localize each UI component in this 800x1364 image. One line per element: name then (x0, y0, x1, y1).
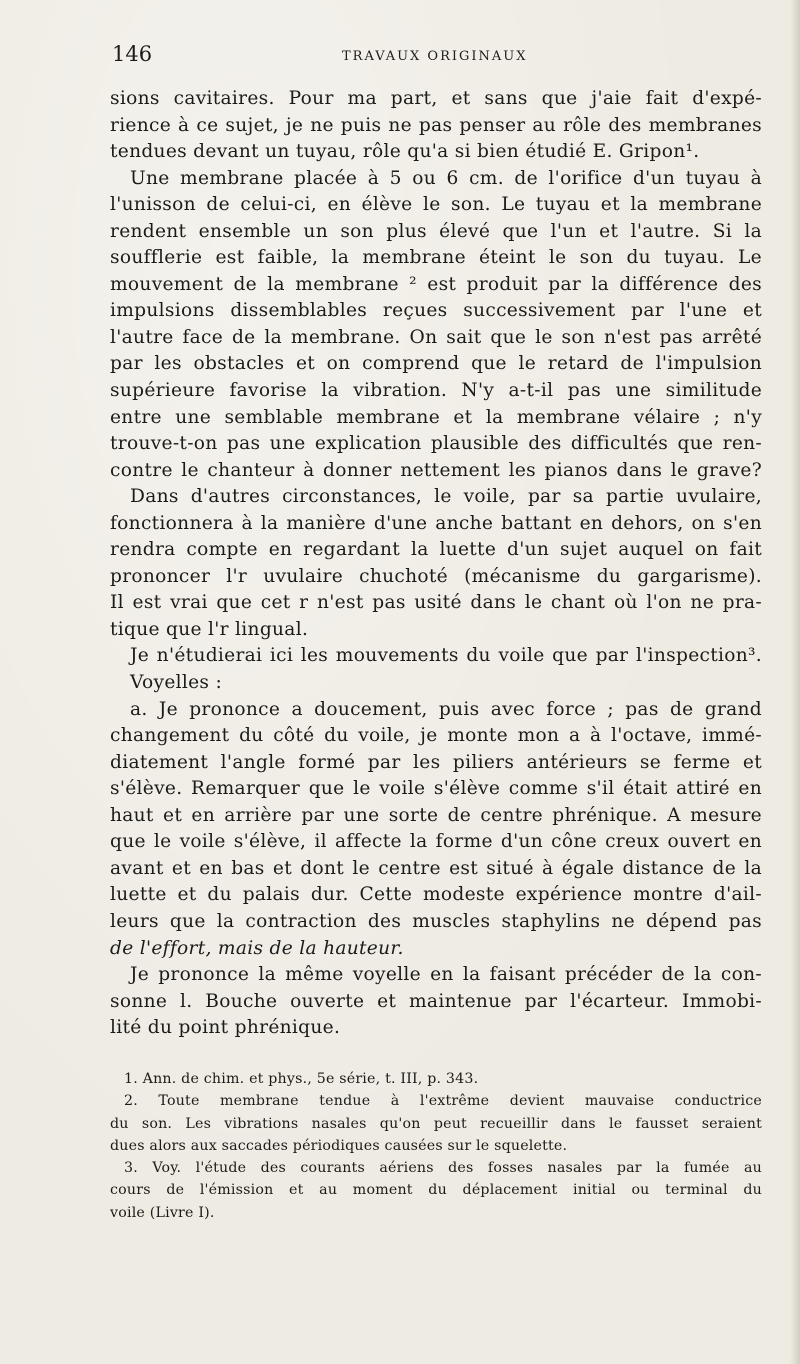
footnote-line: 2. Toute membrane tendue à l'extrême devient mauvaise conductrice (124, 1093, 762, 1110)
body-line: rendent ensemble un son plus élevé que l'un et l'autre. Si la (110, 220, 762, 242)
body-text (110, 86, 762, 1042)
body-line: sions cavitaires. Pour ma part, et sans que j'aie fait d'expé- (110, 88, 762, 109)
footnotes (110, 1068, 762, 1224)
footnote-line: du son. Les vibrations nasales qu'on peut recueillir dans le fausset seraient (110, 1115, 762, 1132)
body-line: l'autre face de la membrane. On sait que le son n'est pas arrêté (110, 326, 762, 348)
body-line: lité du point phrénique. (110, 1017, 341, 1039)
body-line: l'unisson de celui-ci, en élève le son. Le tuyau et la membrane (110, 194, 762, 216)
body-line: avant et en bas et dont le centre est situé à égale distance de la (110, 857, 762, 879)
body-line: Une membrane placée à 5 ou 6 cm. de l'orifice d'un tuyau à (130, 167, 762, 189)
body-line: diatement l'angle formé par les piliers antérieurs se ferme et (110, 751, 762, 773)
body-line: par les obstacles et on comprend que le retard de l'impulsion (110, 353, 762, 375)
body-line: Je n'étudierai ici les mouvements du voile que par l'inspection³. (130, 645, 762, 667)
body-line: s'élève. Remarquer que le voile s'élève comme s'il était attiré en (110, 778, 762, 800)
body-line: a. Je prononce a doucement, puis avec force ; pas de grand (130, 698, 762, 720)
footnote-line: 3. Voy. l'étude des courants aériens des fosses nasales par la fumée au (124, 1160, 762, 1177)
body-line: soufflerie est faible, la membrane éteint le son du tuyau. Le (110, 247, 762, 269)
body-line: Voyelles : (130, 672, 223, 694)
body-line: sonne l. Bouche ouverte et maintenue par l'écarteur. Immobi- (110, 990, 762, 1012)
body-line: changement du côté du voile, je monte mon a à l'octave, immé- (110, 725, 762, 747)
body-line: Dans d'autres circonstances, le voile, par sa partie uvulaire, (130, 486, 762, 508)
body-line: rendra compte en regardant la luette d'un sujet auquel on fait (110, 539, 762, 561)
page-number: 146 (112, 42, 153, 66)
body-line: Il est vrai que cet r n'est pas usité dans le chant où l'on ne pra- (110, 592, 762, 614)
body-line: fonctionnera à la manière d'une anche battant en dehors, on s'en (110, 512, 762, 534)
body-line: prononcer l'r uvulaire chuchoté (mécanisme du gargarisme). (110, 565, 762, 587)
body-line: impulsions dissemblables reçues successivement par l'une et (110, 300, 762, 322)
body-line: Je prononce la même voyelle en la faisant précéder de la con- (130, 964, 762, 986)
body-line: haut et en arrière par une sorte de centre phrénique. A mesure (110, 804, 762, 826)
body-line: que le voile s'élève, il affecte la forme d'un cône creux ouvert en (110, 831, 762, 853)
body-line: supérieure favorise la vibration. N'y a-t-il pas une similitude (110, 380, 762, 402)
body-line: leurs que la contraction des muscles staphylins ne dépend pas (110, 910, 762, 932)
page-edge-shadow (790, 0, 800, 1364)
footnote-line: voile (Livre I). (110, 1204, 215, 1221)
body-line: de l'effort, mais de la hauteur. (110, 937, 404, 959)
footnote-line: dues alors aux saccades périodiques causées sur le squelette. (110, 1137, 568, 1154)
running-head: TRAVAUX ORIGINAUX (342, 49, 528, 64)
body-line: rience à ce sujet, je ne puis ne pas penser au rôle des membranes (110, 114, 762, 136)
page-header (112, 42, 772, 72)
body-line: mouvement de la membrane ² est produit par la différence des (110, 273, 762, 295)
body-line: contre le chanteur à donner nettement les pianos dans le grave? (110, 459, 762, 481)
body-line: luette et du palais dur. Cette modeste expérience montre d'ail- (110, 884, 762, 906)
body-line: tique que l'r lingual. (110, 618, 309, 640)
footnote-line: 1. Ann. de chim. et phys., 5e série, t. III, p. 343. (124, 1071, 479, 1087)
body-line: trouve-t-on pas une explication plausible des difficultés que ren- (110, 433, 762, 455)
footnote-line: cours de l'émission et au moment du déplacement initial ou terminal du (110, 1182, 762, 1199)
body-line: entre une semblable membrane et la membrane vélaire ; n'y (110, 406, 762, 428)
body-line: tendues devant un tuyau, rôle qu'a si bien étudié E. Gripon¹. (110, 141, 700, 163)
